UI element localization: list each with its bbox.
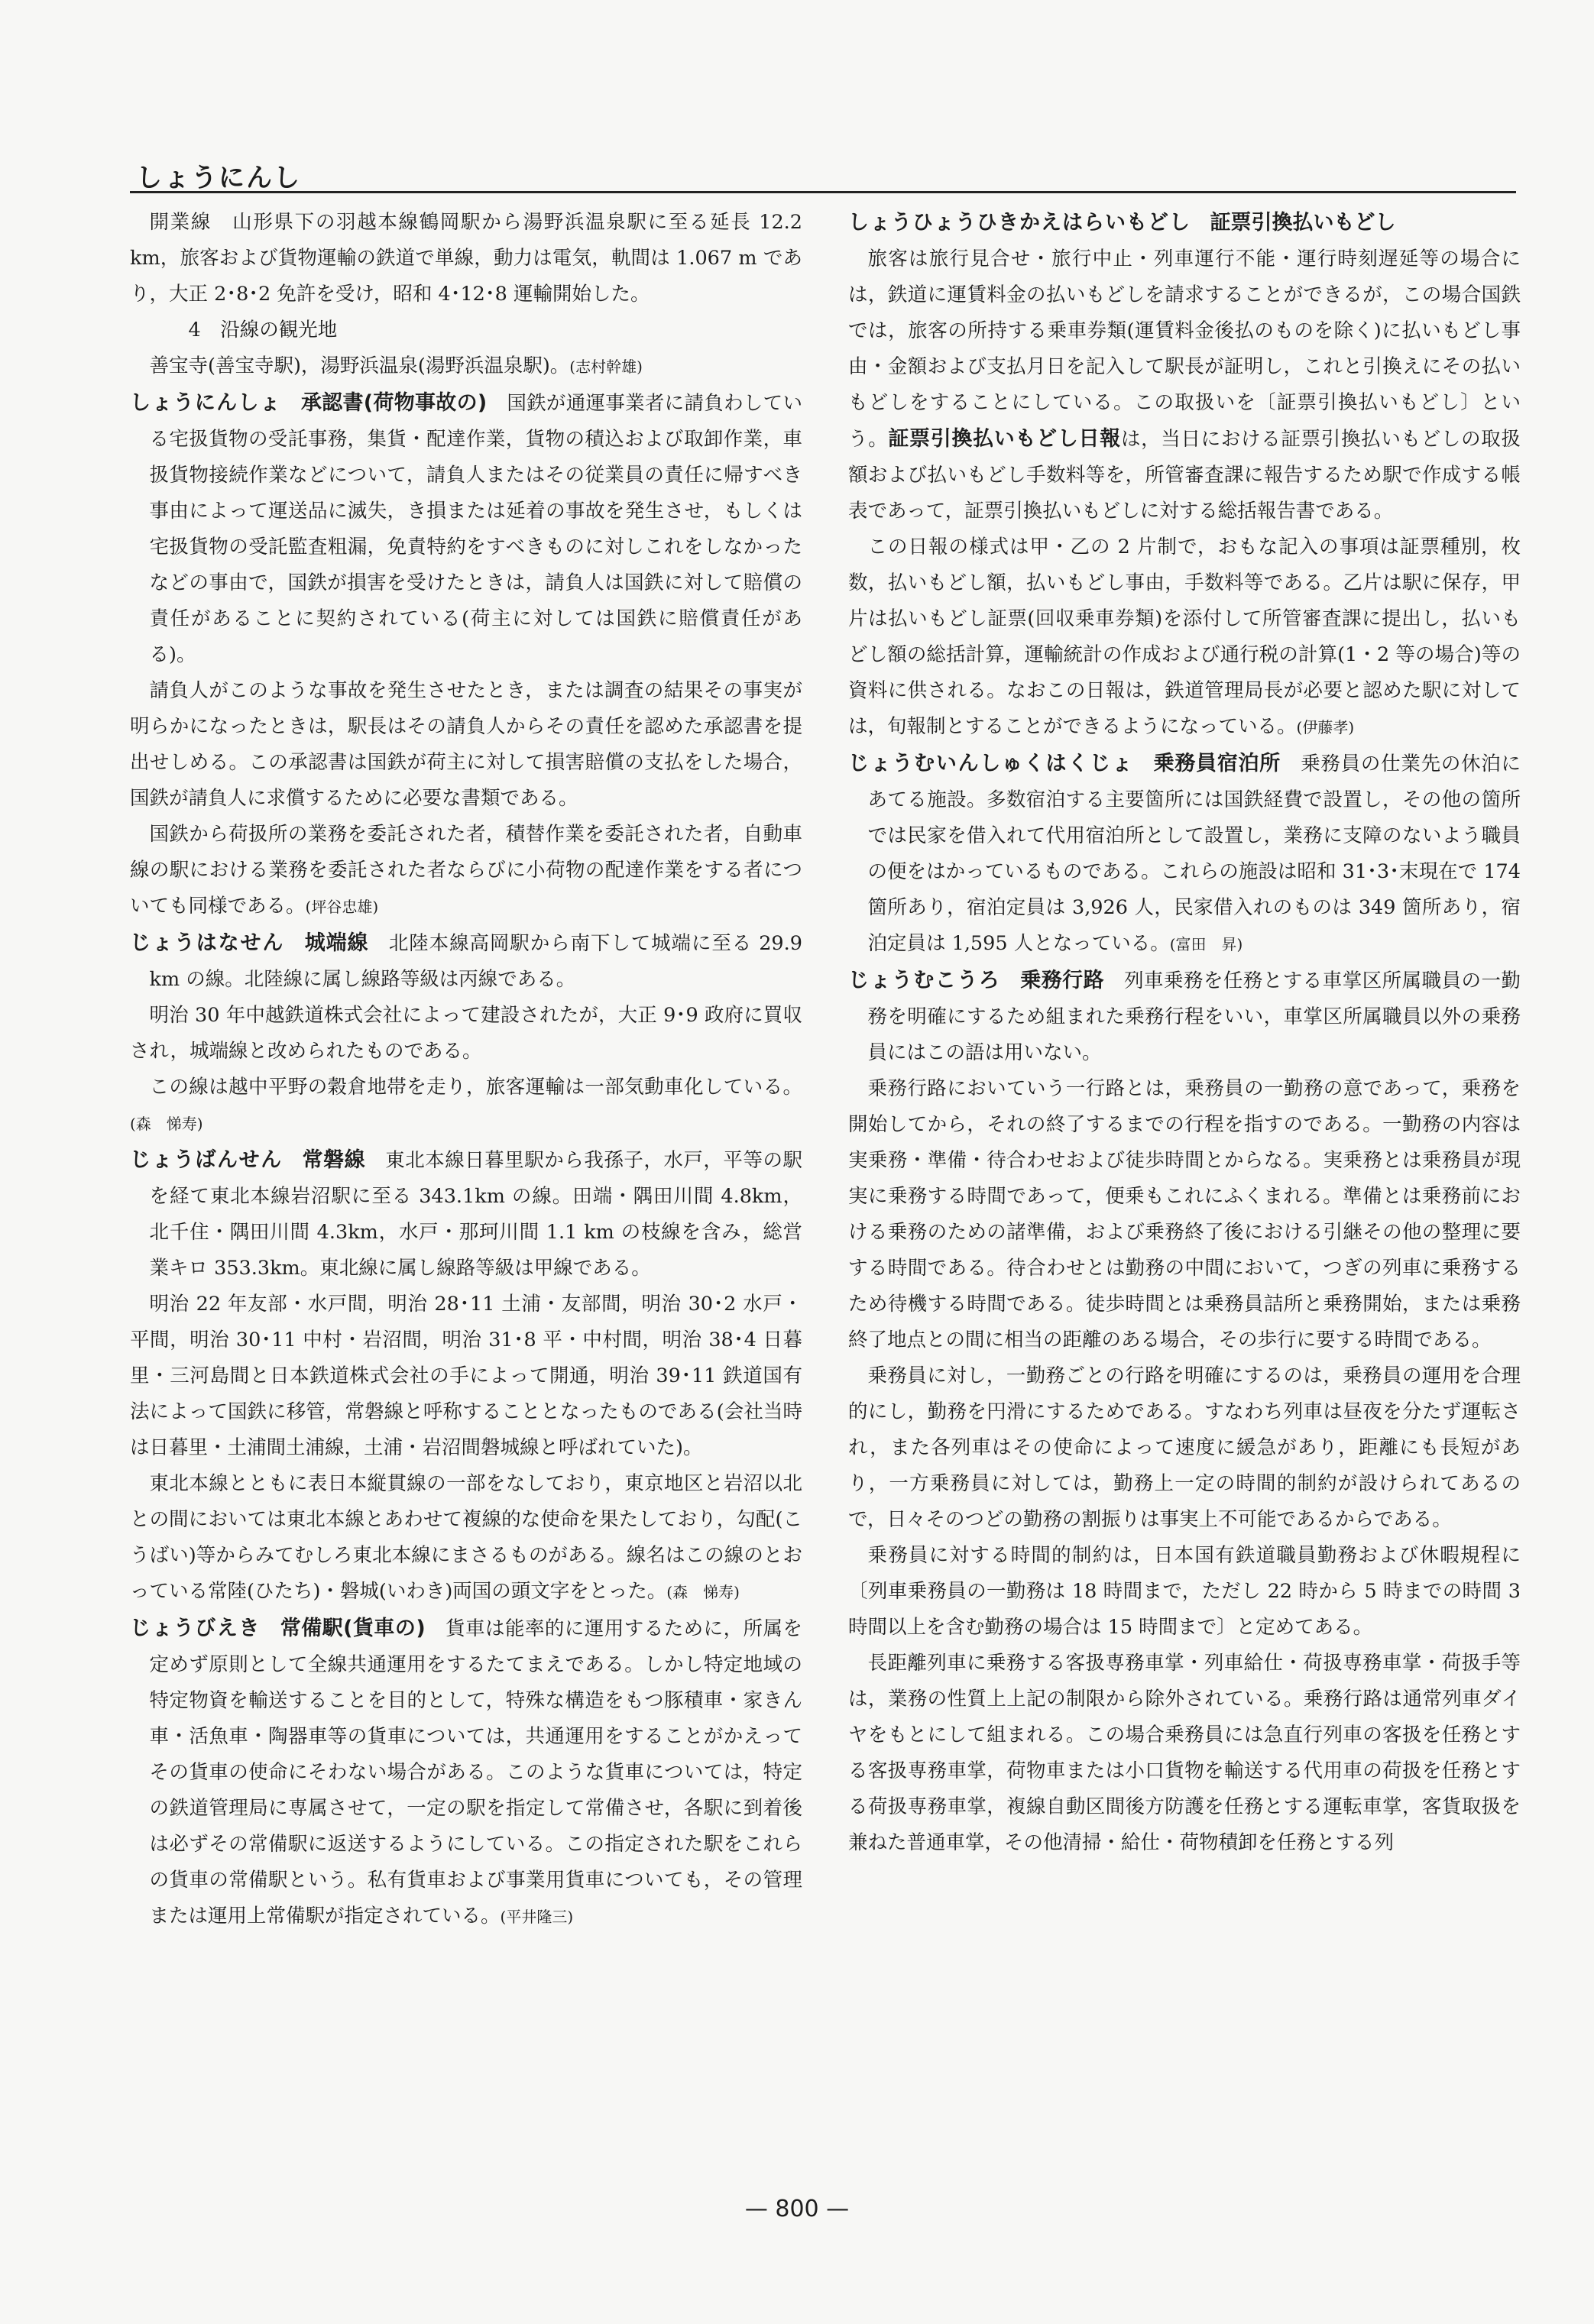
author-credit: (富田 昇) [1169,935,1243,953]
author-credit: (坪谷忠雄) [305,898,379,916]
dictionary-entry: じょうはなせん 城端線 北陸本線高岡駅から南下して城端に至る 29.9 km の線。北陸線に属し線路等級は丙線である。 [130,931,802,991]
dictionary-entry: じょうむこうろ 乗務行路 列車乗務を任務とする車掌区所属職員の一勤務を明確にするため組まれた乗務行程をいい，車掌区所属職員以外の乗務員にはこの語は用いない。 [848,969,1521,1064]
dictionary-entry: じょうばんせん 常磐線 東北本線日暮里駅から我孫子，水戸，平等の駅を経て東北本線岩沼駅に至る 343.1km の線。田端・隅田川間 4.8km，北千住・隅田川間 4.3km，水戸・那珂川間 1.1 km の枝線を含み，総営業キロ 353.3km。東北線に属し線路等級は甲線である。 [130,1148,802,1280]
right-column [848,205,1521,2161]
entry-headword: 城端線 [304,931,369,955]
paragraph: 乗務員に対し，一勤務ごとの行路を明確にするのは，乗務員の運用を合理的にし，勤務を円滑にするためである。すなわち列車は昼夜を分たず運転され，また各列車はその使命によって速度に緩急があり，距離にも長短があり，一方乗務員に対しては，勤務上一定の時間的制約が設けられてあるので，日々そのつどの勤務の割振りは事実上不可能であるからである。 [848,1364,1521,1531]
dictionary-entry: じょうびえき 常備駅(貨車の) 貨車は能率的に運用するために，所属を定めず原則として全線共通運用をするたてまえである。しかし特定地域の特定物資を輸送することを目的として，特殊な構造をもつ豚積車・家きん車・活魚車・陶器車等の貨車については，共通運用をすることがかえってその貨車の使命にそわない場合がある。このような貨車については，特定の鉄道管理局に専属させて，一定の駅を指定して常備させ，各駅に到着後は必ずその常備駅に返送するようにしている。この指定された駅をこれらの貨車の常備駅という。私有貨車および事業用貨車についても，その管理または運用上常備駅が指定されている。(平井隆三) [130,1617,802,1927]
section-heading: 4 沿線の観光地 [188,319,338,341]
paragraph: この日報の様式は甲・乙の 2 片制で，おもな記入の事項は証票種別，枚数，払いもどし額，払いもどし事由，手数料等である。乙片は駅に保存，甲片は払いもどし証票(回収乗車券類)を添付して所管審査課に提出し，払いもどし額の総括計算，運輸統計の作成および通行税の計算(1・2 等の場合)等の資料に供される。なおこの日報は，鉄道管理局長が必要と認めた駅に対しては，旬報制とすることができるようになっている。(伊藤孝) [848,536,1521,738]
paragraph: 乗務行路においていう一行路とは，乗務員の一勤務の意であって，乗務を開始してから，それの終了するまでの行程を指すのである。一勤務の内容は実乗務・準備・待合わせおよび徒歩時間とからなる。実乗務とは乗務員が現実に乗務する時間であって，便乗もこれにふくまれる。準備とは乗務前における乗務のための諸準備，および乗務終了後における引継その他の整理に要する時間である。待合わせとは勤務の中間において，つぎの列車に乗務するため待機する時間である。徒歩時間とは乗務員詰所と乗務開始，または乗務終了地点との間に相当の距離のある場合，その歩行に要する時間である。 [848,1077,1521,1351]
paragraph: 開業線 山形県下の羽越本線鶴岡駅から湯野浜温泉駅に至る延長 12.2 km，旅客および貨物運輸の鉄道で単線，動力は電気，軌間は 1.067 m であり，大正 2･8･2 免許を受け，昭和 4･12･8 運輸開始した。 [130,211,802,306]
entry-headword: 乗務行路 [1020,969,1105,992]
left-column [130,205,802,2161]
author-credit: (平井隆三) [500,1908,574,1926]
page-number: — 800 — [744,2196,850,2222]
paragraph: 旅客は旅行見合せ・旅行中止・列車運行不能・運行時刻遅延等の場合には，鉄道に運賃料金の払いもどしを請求することができるが，この場合国鉄では，旅客の所持する乗車券類(運賃料金後払のものを除く)に払いもどし事由・金額および支払月日を記入して駅長が証明し，これと引換えにその払いもどしをすることにしている。この取扱いを〔証票引換払いもどし〕という。証票引換払いもどし日報は，当日における証票引換払いもどしの取扱額および払いもどし手数料等を，所管審査課に報告するため駅で作成する帳表であって，証票引換払いもどしに対する総括報告書である。 [848,248,1521,523]
dictionary-entry [848,205,1521,241]
running-head: しょうにんし [136,163,301,193]
dictionary-entry: しょうにんしょ 承認書(荷物事故の) 国鉄が通運事業者に請負わしている宅扱貨物の受託事務，集貨・配達作業，貨物の積込および取卸作業，車扱貨物接続作業などについて，請負人またはその従業員の責任に帰すべき事由によって運送品に滅失，き損または延着の事故を発生させ，もしくは宅扱貨物の受託監査粗漏，免責特約をすべきものに対しこれをしなかったなどの事由で，国鉄が損害を受けたときは，請負人は国鉄に対して賠償の責任があることに契約されている(荷主に対しては国鉄に賠償責任がある)。 [130,391,802,666]
entry-subheadword: 証票引換払いもどし日報 [888,427,1121,451]
paragraph: この線は越中平野の穀倉地帯を走り，旅客運輸は一部気動車化している。(森 悌寿) [130,1076,802,1133]
author-credit: (伊藤孝) [1296,718,1355,736]
entry-reading: しょうにんしょ [130,391,282,415]
entry-reading: じょうはなせん [130,931,285,955]
header-rule [130,191,1516,193]
entry-reading: じょうびえき [130,1617,261,1640]
entry-reading: じょうばんせん [130,1148,283,1172]
dictionary-entry: じょうむいんしゅくはくじょ 乗務員宿泊所 乗務員の仕業先の休泊にあてる施設。多数宿泊する主要箇所には国鉄経費で設置し，その他の箇所では民家を借入れて代用宿泊所として設置し，業務に支障のないよう職員の便をはかっているものである。これらの施設は昭和 31･3･末現在で 174 箇所あり，宿泊定員は 3,926 人，民家借入れのものは 349 箇所あり，宿泊定員は 1,595 人となっている。(富田 昇) [848,752,1521,955]
entry-headword: 承認書(荷物事故の) [300,391,488,415]
entry-headword: 常備駅(貨車の) [280,1617,426,1640]
author-credit: (志村幹雄) [569,358,643,376]
entry-headword: 常磐線 [302,1148,366,1172]
entry-reading: しょうひょうひきかえはらいもどし [848,211,1191,235]
paragraph: 明治 22 年友部・水戸間，明治 28･11 土浦・友部間，明治 30･2 水戸・平間，明治 30･11 中村・岩沼間，明治 31･8 平・中村間，明治 38･4 日暮里・三河島間と日本鉄道株式会社の手によって開通，明治 39･11 鉄道国有法によって国鉄に移管，常磐線と呼称することとなったものである(会社当時は日暮里・土浦間土浦線，土浦・岩沼間磐城線と呼ばれていた)。 [130,1293,802,1459]
paragraph: 明治 30 年中越鉄道株式会社によって建設されたが，大正 9･9 政府に買収され，城端線と改められたものである。 [130,1004,802,1063]
paragraph: 長距離列車に乗務する客扱専務車掌・列車給仕・荷扱専務車掌・荷扱手等は，業務の性質上上記の制限から除外されている。乗務行路は通常列車ダイヤをもとにして組まれる。この場合乗務員には急直行列車の客扱を任務とする客扱専務車掌，荷物車または小口貨物を輸送する代用車の荷扱を任務とする荷扱専務車掌，複線自動区間後方防護を任務とする運転車掌，客貨取扱を兼ねた普通車掌，その他清掃・給仕・荷物積卸を任務とする列 [848,1652,1521,1854]
paragraph: 東北本線とともに表日本縦貫線の一部をなしており，東京地区と岩沼以北との間においては東北本線とあわせて複線的な使命を果たしており，勾配(こうばい)等からみてむしろ東北本線にまさるものがある。線名はこの線のとおっている常陸(ひたち)・磐城(いわき)両国の頭文字をとった。(森 悌寿) [130,1472,802,1603]
paragraph: 乗務員に対する時間的制約は，日本国有鉄道職員勤務および休暇規程に〔列車乗務員の一勤務は 18 時間まで，ただし 22 時から 5 時までの時間 3 時間以上を含む勤務の場合は 15 時間まで〕と定めてある。 [848,1544,1521,1639]
paragraph: 請負人がこのような事故を発生させたとき，または調査の結果その事実が明らかになったときは，駅長はその請負人からその責任を認めた承認書を提出せしめる。この承認書は国鉄が荷主に対して損害賠償の支払をした場合，国鉄が請負人に求償するために必要な書類である。 [130,679,802,810]
entry-reading: じょうむこうろ [848,969,1001,992]
entry-headword: 証票引換払いもどし [1210,211,1396,235]
paragraph: 善宝寺(善宝寺駅)，湯野浜温泉(湯野浜温泉駅)。(志村幹雄) [149,354,643,377]
author-credit: (森 悌寿) [666,1583,740,1601]
paragraph: 国鉄から荷扱所の業務を委託された者，積替作業を委託された者，自動車線の駅における業務を委託された者ならびに小荷物の配達作業をする者についても同様である。(坪谷忠雄) [130,823,802,918]
entry-reading: じょうむいんしゅくはくじょ [848,752,1134,775]
entry-headword: 乗務員宿泊所 [1153,752,1281,775]
author-credit: (森 悌寿) [130,1115,203,1133]
